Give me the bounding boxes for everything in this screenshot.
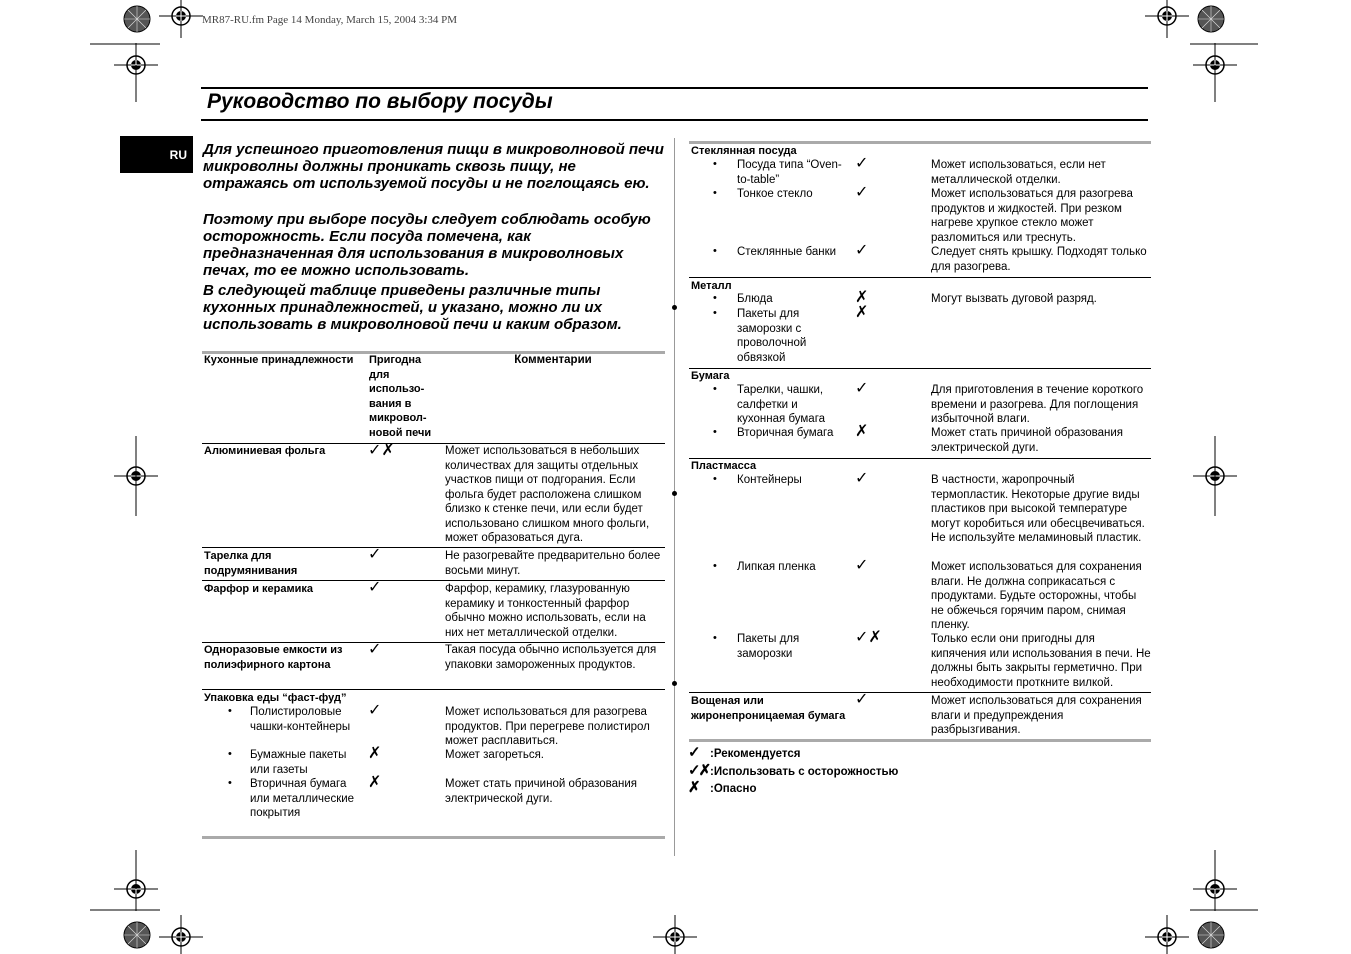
mark-ok: ✓ (855, 470, 869, 487)
row-comment: Для приготовления в течение короткого времени и разогрева. Для поглощения избыточной влаги. (931, 384, 1144, 425)
mark-bad: ✗ (368, 774, 382, 791)
row-comment: Может использоваться, если нет металлической отделки. (931, 159, 1106, 186)
bullet: • (713, 292, 717, 304)
mark-ok: ✓ (855, 691, 869, 708)
cross-icon: ✗ (688, 779, 701, 796)
section-title: Стеклянная посуда (691, 145, 797, 157)
intro-paragraph-3: В следующей таблице приведены различные типы кухонных принадлежностей, и указано, можно ли их использовать в микроволновой печи и каким образом. (203, 282, 622, 333)
row-item: Посуда типа “Oven-to-table” (737, 159, 842, 186)
section-title: Пластмасса (691, 460, 757, 472)
check-cross-icon: ✓✗ (688, 762, 710, 779)
row-item: Вощеная или жиронепроницаемая бумага (691, 695, 846, 722)
row-item: Пакеты для заморозки с проволочной обвязкой (737, 308, 807, 364)
row-comment: Может загореться. (445, 749, 544, 761)
mark-bad: ✗ (368, 745, 382, 762)
row-comment: Может использоваться для разогрева продуктов. При перегреве полистирол может расплавиться. (445, 706, 650, 747)
legend-label: :Рекомендуется (710, 748, 801, 760)
legend-item-recommended (688, 743, 800, 761)
row-item: Тарелки, чашки, салфетки и кухонная бумага (737, 384, 826, 425)
bullet: • (713, 473, 717, 485)
row-rule (689, 277, 1151, 278)
mark-ok: ✓ (855, 155, 869, 172)
row-comment: Следует снять крышку. Подходят только для разогрева. (931, 246, 1147, 273)
row-item: Одноразовые емкости из полиэфирного картона (204, 644, 343, 671)
bullet: • (713, 426, 717, 438)
row-comment: Может использоваться для сохранения влаги и предупреждения разбрызгивания. (931, 695, 1142, 736)
intro-paragraph-1: Для успешного приготовления пищи в микроволновой печи микроволны должны проникать сквозь пищу, не отражаясь от используемой посуды и не поглощаясь ею. (203, 141, 664, 192)
row-item: Вторичная бумага или металлические покрытия (250, 778, 355, 819)
row-comment: Только если они пригодны для кипячения или использования в печи. Не должны быть закрыты герметично. При необходимости проткните вилкой. (931, 633, 1151, 689)
section-title: Металл (691, 280, 732, 292)
bullet: • (713, 187, 717, 199)
divider-dot (672, 491, 677, 496)
row-rule (689, 692, 1151, 693)
language-tab-label: RU (169, 148, 187, 162)
mark-caution: ✓✗ (855, 629, 882, 646)
mark-caution: ✓✗ (368, 442, 395, 459)
mark-bad: ✗ (855, 289, 869, 306)
mark-ok: ✓ (855, 380, 869, 397)
page-title: Руководство по выбору посуды (207, 90, 553, 113)
divider-dot (672, 305, 677, 310)
mark-ok: ✓ (368, 579, 382, 596)
row-comment: Могут вызвать дуговой разряд. (931, 293, 1097, 305)
row-item: Тонкое стекло (737, 188, 813, 200)
title-top-rule (201, 87, 1148, 89)
divider-dot (672, 681, 677, 686)
row-comment: Не разогревайте предварительно более восьми минут. (445, 550, 661, 577)
table-bottom-rule (202, 836, 665, 839)
mark-bad: ✗ (855, 423, 869, 440)
bullet: • (713, 560, 717, 572)
mark-ok: ✓ (368, 702, 382, 719)
section-title: Бумага (691, 370, 730, 382)
mark-ok: ✓ (855, 557, 869, 574)
table-bottom-rule (689, 739, 1151, 742)
file-header-line: MR87-RU.fm Page 14 Monday, March 15, 2004 3:34 PM (202, 14, 458, 26)
row-item: Вторичная бумага (737, 427, 834, 439)
row-comment: Фарфор, керамику, глазурованную керамику и тонкостенный фарфор обычно можно использовать, если на них нет металлической отделки. (445, 583, 646, 639)
row-comment: Может использоваться для сохранения влаги. Не должна соприкасаться с продуктами. Будьте осторожны, чтобы не обжечься горячим паром, снимая пленку. (931, 561, 1142, 631)
row-item: Тарелка для подрумянивания (204, 550, 298, 577)
legend-label: :Использовать с осторожностью (710, 766, 899, 778)
language-tab (120, 136, 193, 173)
bullet: • (713, 245, 717, 257)
column-divider (674, 138, 675, 856)
mark-ok: ✓ (855, 184, 869, 201)
title-bottom-rule (201, 119, 1148, 121)
row-item: Стеклянные банки (737, 246, 837, 258)
mark-ok: ✓ (855, 242, 869, 259)
row-item: Блюда (737, 293, 773, 305)
row-comment: Может использоваться для разогрева продуктов и жидкостей. При резком нагреве хрупкое стекло может разломиться или треснуть. (931, 188, 1133, 244)
mark-ok: ✓ (368, 641, 382, 658)
row-item: Алюминиевая фольга (204, 445, 326, 457)
bullet: • (713, 307, 717, 319)
row-comment: В частности, жаропрочный термопластик. Некоторые другие виды пластиков при высокой температуре могут коробиться или обесцвечиваться. Не используйте меламиновый пластик. (931, 474, 1145, 544)
header-comments: Комментарии (514, 354, 592, 366)
bullet: • (713, 158, 717, 170)
row-comment: Такая посуда обычно используется для упаковки замороженных продуктов. (445, 644, 657, 671)
legend-label: :Опасно (710, 783, 757, 795)
row-comment: Может использоваться в небольших количествах для защиты отдельных участков пищи от подгорания. Если фольга будет расположена слишком близко к стенке печи, или если будет использовано слишком много фольги, может образоваться дуга. (445, 445, 650, 544)
row-comment: Может стать причиной образования электрической дуги. (931, 427, 1124, 454)
header-item: Кухонные принадлежности (204, 354, 354, 366)
row-item: Фарфор и керамика (204, 583, 314, 595)
header-suitable: Пригодна для использо-вания в микровол-новой печи (369, 354, 432, 439)
check-icon: ✓ (688, 744, 701, 761)
mark-ok: ✓ (368, 546, 382, 563)
row-item: Контейнеры (737, 474, 802, 486)
bullet: • (228, 748, 232, 760)
row-item: Полистироловые чашки-контейнеры (250, 706, 351, 733)
section-title: Упаковка еды “фаст-фуд” (204, 692, 347, 704)
bullet: • (713, 383, 717, 395)
legend-item-dangerous (688, 778, 756, 796)
row-item: Бумажные пакеты или газеты (250, 749, 347, 776)
row-rule (202, 689, 665, 690)
mark-bad: ✗ (855, 304, 869, 321)
row-item: Пакеты для заморозки (737, 633, 800, 660)
row-item: Липкая пленка (737, 561, 816, 573)
bullet: • (713, 632, 717, 644)
row-comment: Может стать причиной образования электрической дуги. (445, 778, 638, 805)
row-rule (202, 547, 665, 548)
bullet: • (228, 777, 232, 789)
legend-item-caution (688, 761, 898, 779)
bullet: • (228, 705, 232, 717)
intro-paragraph-2: Поэтому при выборе посуды следует соблюдать особую осторожность. Если посуда помечена, как предназначенная для использования в микроволновых печах, то ее можно использовать. (203, 211, 651, 279)
row-rule (202, 580, 665, 581)
